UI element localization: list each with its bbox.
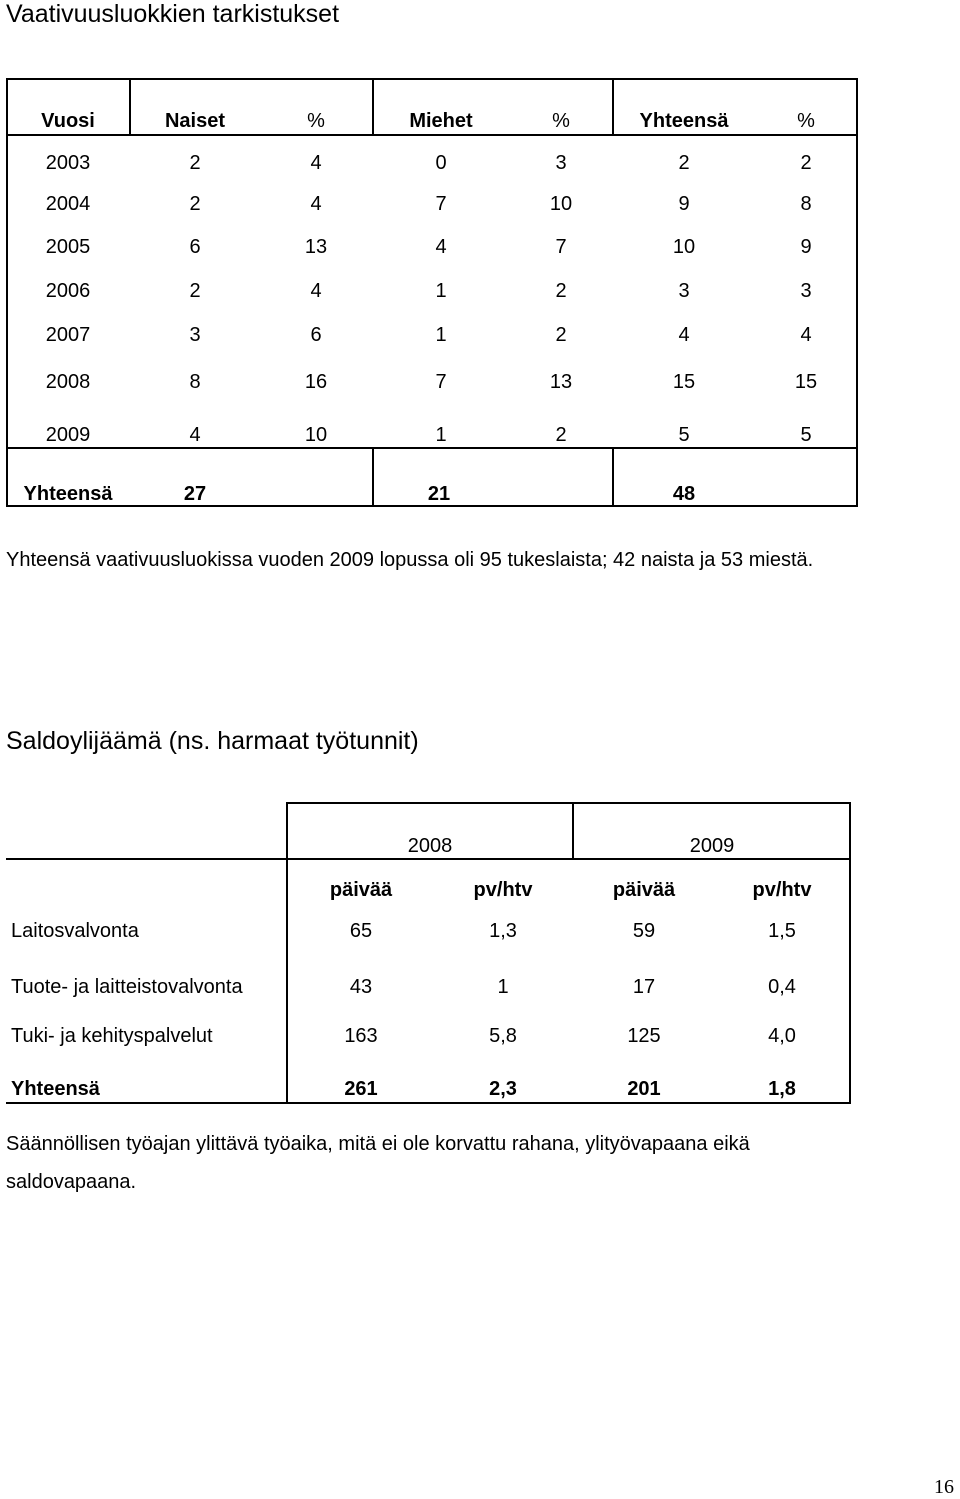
table-cell: 8 [189, 371, 201, 393]
table-cell: 0,4 [768, 976, 796, 998]
table-border-right [849, 802, 851, 1104]
column-header: Yhteensä [639, 110, 729, 132]
row-label: Laitosvalvonta [11, 920, 139, 942]
table-cell: 4 [435, 236, 447, 258]
row-year: 2006 [45, 280, 91, 302]
table-cell: 1 [435, 324, 447, 346]
subheader-pvhtv-2009: pv/htv [752, 879, 812, 901]
section2-heading: Saldoylijäämä (ns. harmaat työtunnit) [6, 727, 419, 755]
table-cell: 4 [310, 280, 322, 302]
section1-note: Yhteensä vaativuusluokissa vuoden 2009 lopussa oli 95 tukeslaista; 42 naista ja 53 miestä. [6, 549, 814, 571]
label-column-divider [286, 802, 288, 1104]
table-cell: 5 [678, 424, 690, 446]
table-cell: 15 [672, 371, 696, 393]
total-value: 2,3 [489, 1078, 517, 1100]
table-cell: 17 [632, 976, 656, 998]
table-cell: 4 [310, 193, 322, 215]
column-header: % [797, 110, 815, 132]
row-year: 2004 [45, 193, 91, 215]
table-cell: 10 [549, 193, 573, 215]
section1-heading: Vaativuusluokkien tarkistukset [6, 0, 340, 28]
column-header: Miehet [409, 110, 473, 132]
table-cell: 10 [672, 236, 696, 258]
table-cell: 1 [497, 976, 509, 998]
table-cell: 8 [800, 193, 812, 215]
table-cell: 1 [435, 280, 447, 302]
table-cell: 6 [189, 236, 201, 258]
row-label: Tuote- ja laitteistovalvonta [11, 976, 243, 998]
table-cell: 13 [304, 236, 328, 258]
table-cell: 13 [549, 371, 573, 393]
table-cell: 4,0 [768, 1025, 796, 1047]
table-cell: 3 [800, 280, 812, 302]
table-cell: 3 [678, 280, 690, 302]
table-cell: 125 [627, 1025, 661, 1047]
table-cell: 2 [800, 152, 812, 174]
table-border-top [286, 802, 851, 804]
subheader-paivaa-2009: päivää [612, 879, 676, 901]
table-cell: 2 [555, 324, 567, 346]
table-cell: 1,5 [768, 920, 796, 942]
row-year: 2005 [45, 236, 91, 258]
total-naiset: 27 [183, 483, 207, 505]
column-header: % [552, 110, 570, 132]
table-cell: 2 [555, 424, 567, 446]
subheader-pvhtv-2008: pv/htv [473, 879, 533, 901]
table-cell: 4 [310, 152, 322, 174]
table-cell: 1,3 [489, 920, 517, 942]
total-value: 1,8 [768, 1078, 796, 1100]
total-value: 261 [344, 1078, 378, 1100]
table-cell: 163 [344, 1025, 378, 1047]
column-header: Naiset [164, 110, 226, 132]
table-cell: 3 [189, 324, 201, 346]
table-cell: 3 [555, 152, 567, 174]
section2-note-line1: Säännöllisen työajan ylittävä työaika, mitä ei ole korvattu rahana, ylityövapaana eikä [6, 1133, 750, 1155]
row-label: Tuki- ja kehityspalvelut [11, 1025, 213, 1047]
table-cell: 2 [189, 280, 201, 302]
table-cell: 7 [435, 371, 447, 393]
table-cell: 10 [304, 424, 328, 446]
table-cell: 1 [435, 424, 447, 446]
table-cell: 2 [189, 193, 201, 215]
row-year: 2007 [45, 324, 91, 346]
table-cell: 2 [555, 280, 567, 302]
column-header: % [307, 110, 325, 132]
table-cell: 2 [189, 152, 201, 174]
row-year: 2008 [45, 371, 91, 393]
table-cell: 43 [349, 976, 373, 998]
total-label: Yhteensä [23, 483, 113, 505]
table-cell: 6 [310, 324, 322, 346]
row-year: 2009 [45, 424, 91, 446]
table-border-bottom [6, 1102, 851, 1104]
subheader-paivaa-2008: päivää [329, 879, 393, 901]
table-cell: 16 [304, 371, 328, 393]
table-cell: 7 [555, 236, 567, 258]
table-cell: 2 [678, 152, 690, 174]
year-2008: 2008 [407, 835, 453, 857]
table-cell: 4 [189, 424, 201, 446]
page-number: 16 [934, 1476, 954, 1498]
section2-note-line2: saldovapaana. [6, 1171, 137, 1193]
table-cell: 0 [435, 152, 447, 174]
table-cell: 15 [794, 371, 818, 393]
table-cell: 4 [800, 324, 812, 346]
total-value: 201 [627, 1078, 661, 1100]
table-cell: 65 [349, 920, 373, 942]
table-cell: 9 [800, 236, 812, 258]
table-cell: 9 [678, 193, 690, 215]
total-yhteensa: 48 [672, 483, 696, 505]
year-2009: 2009 [689, 835, 735, 857]
table-cell: 5,8 [489, 1025, 517, 1047]
column-header: Vuosi [41, 110, 95, 132]
total-miehet: 21 [427, 483, 451, 505]
year-divider [572, 802, 574, 860]
table-cell: 5 [800, 424, 812, 446]
table-cell: 4 [678, 324, 690, 346]
year-separator [6, 858, 851, 860]
table-cell: 7 [435, 193, 447, 215]
row-year: 2003 [45, 152, 91, 174]
total-label: Yhteensä [11, 1078, 100, 1100]
table-cell: 59 [632, 920, 656, 942]
